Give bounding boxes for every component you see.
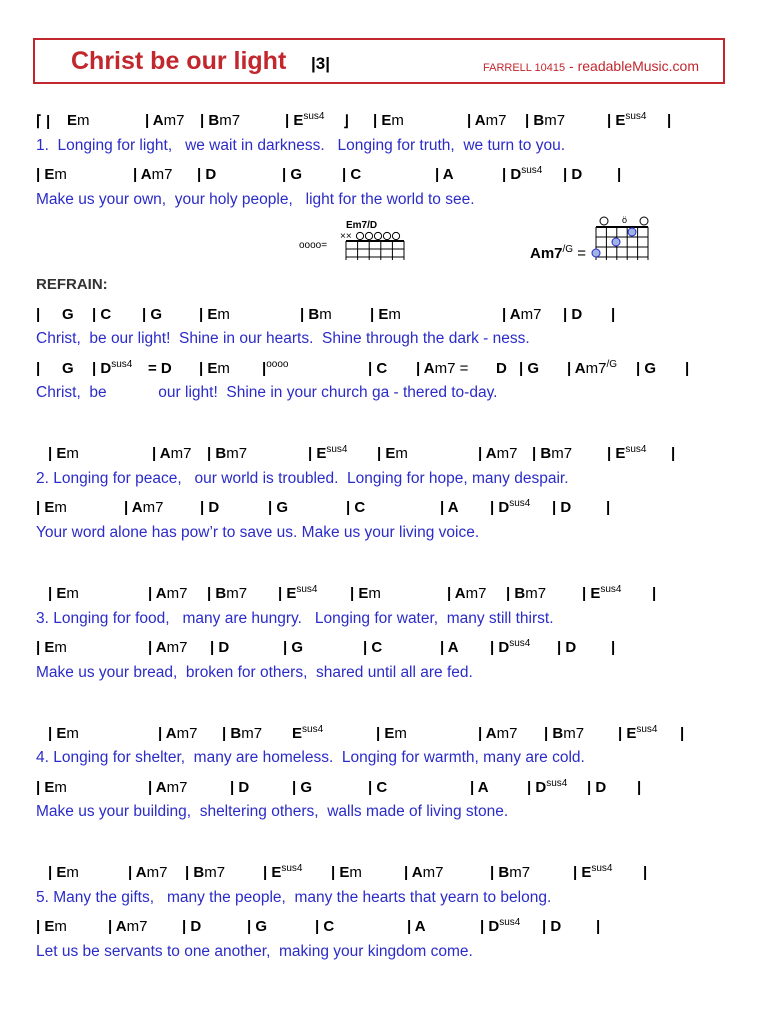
chord-symbol: | Em <box>199 306 230 323</box>
lyric-line: 1. Longing for light, we wait in darkness. Longing for truth, we turn to you. <box>36 137 566 154</box>
chord-symbol: | Em <box>377 445 408 462</box>
lyric-line: 5. Many the gifts, many the people, many the hearts that yearn to belong. <box>36 889 552 906</box>
chord-symbol: | <box>596 918 601 935</box>
chord-symbol: | Am7 <box>502 306 542 323</box>
chord-symbol: | $E^{sus4}$ <box>582 584 622 602</box>
chord-symbol: | Am7 <box>467 112 507 129</box>
em7d-oooo <box>299 240 327 251</box>
chord-symbol: | Am7 <box>145 112 185 129</box>
chord-symbol: | $D^{sus4}$ <box>490 638 531 656</box>
chord-symbol: | Bm7 <box>207 445 248 462</box>
chord-line <box>0 779 768 803</box>
chord-symbol: D <box>496 360 507 377</box>
chord-symbol: | Bm7 <box>222 725 263 742</box>
chord-symbol: | <box>611 306 616 323</box>
chord-symbol: | Bm7 <box>185 864 226 881</box>
chord-symbol: | Em <box>48 585 79 602</box>
chord-symbol: | Em <box>36 639 67 656</box>
chord-symbol: | $D^{sus4}$ <box>502 165 543 183</box>
chord-line <box>0 306 768 330</box>
chord-symbol: | Em <box>370 306 401 323</box>
chord-symbol: $|^{oooo}$ <box>262 359 289 377</box>
site-link[interactable]: readableMusic.com <box>577 58 699 74</box>
chord-symbol: | G <box>268 499 289 516</box>
chord-symbol: | $E^{sus4}$ <box>308 444 348 462</box>
chord-line <box>0 112 768 136</box>
chord-symbol: ⌋ <box>343 113 349 130</box>
lyric-line: 2. Longing for peace, our world is troubled. Longing for hope, many despair. <box>36 470 569 487</box>
chord-symbol: | D <box>563 306 583 323</box>
chord-symbol: ⌈ | <box>36 113 51 130</box>
chord-symbol: | Bm <box>300 306 332 323</box>
chord-symbol: | <box>671 445 676 462</box>
chord-symbol: | $E^{sus4}$ <box>607 111 647 129</box>
chord-symbol: | D <box>563 166 583 183</box>
chord-symbol: | Am7 = <box>416 360 469 377</box>
chord-symbol: | G <box>292 779 313 796</box>
chord-symbol: | Em <box>36 166 67 183</box>
chord-symbol: | Am7 <box>158 725 198 742</box>
chord-symbol: | Bm7 <box>525 112 566 129</box>
chord-symbol: | <box>611 639 616 656</box>
chord-symbol: | D <box>200 499 220 516</box>
source-credit <box>483 58 699 74</box>
chord-symbol: | Am7 <box>128 864 168 881</box>
chord-symbol: | G <box>247 918 268 935</box>
chord-symbol: | <box>637 779 642 796</box>
chord-symbol: | Am7 <box>404 864 444 881</box>
refrain-label: REFRAIN: <box>36 276 108 293</box>
chord-symbol: | C <box>368 360 388 377</box>
chord-symbol: G <box>62 306 74 323</box>
chord-symbol: | D <box>552 499 572 516</box>
lyric-line: Christ, be our light! Shine in our hearts. Shine through the dark - ness. <box>36 330 530 347</box>
am7g-label <box>530 245 586 262</box>
chord-symbol: | Em <box>373 112 404 129</box>
chord-symbol: | D <box>197 166 217 183</box>
svg-text:ö: ö <box>622 215 628 225</box>
chord-symbol: | <box>680 725 685 742</box>
chord-symbol: | A <box>440 499 459 516</box>
lyric-line: Make us your building, sheltering others, walls made of living stone. <box>36 803 509 820</box>
chord-symbol: | $Am7^{/G}$ <box>567 359 618 377</box>
chord-symbol: | Am7 <box>124 499 164 516</box>
lyric-line: Christ, be our light! Shine in your church ga - thered to-day. <box>36 384 498 401</box>
chord-symbol: | Em <box>36 499 67 516</box>
em7d-oooo-text: oooo <box>299 240 322 251</box>
chord-symbol: Em <box>67 112 90 129</box>
chord-line <box>0 360 768 384</box>
chord-symbol: | Am7 <box>478 725 518 742</box>
chord-symbol: | Bm7 <box>506 585 547 602</box>
lyric-line: Your word alone has pow’r to save us. Make us your living voice. <box>36 524 480 541</box>
lyric-line: 4. Longing for shelter, many are homeless. Longing for warmth, many are cold. <box>36 749 585 766</box>
chord-symbol: | Am7 <box>148 779 188 796</box>
song-title: Christ be our light <box>71 47 287 75</box>
chord-symbol: | Am7 <box>148 639 188 656</box>
chord-symbol: | Am7 <box>133 166 173 183</box>
chord-symbol: | $E^{sus4}$ <box>618 724 658 742</box>
chord-symbol: | C <box>363 639 383 656</box>
chord-symbol: | Bm7 <box>207 585 248 602</box>
chord-symbol: | <box>36 306 41 323</box>
chord-symbol: | $E^{sus4}$ <box>285 111 325 129</box>
chord-symbol: | <box>643 864 648 881</box>
chord-symbol: | Am7 <box>108 918 148 935</box>
lyric-line: Make us your own, your holy people, light for the world to see. <box>36 191 475 208</box>
chord-symbol: | <box>617 166 622 183</box>
chord-symbol: | <box>652 585 657 602</box>
em7d-chord-diagram <box>338 218 410 262</box>
chord-symbol: | Am7 <box>447 585 487 602</box>
chord-symbol: | D <box>542 918 562 935</box>
lyric-line: Make us your bread, broken for others, shared until all are fed. <box>36 664 473 681</box>
chord-symbol: | Em <box>199 360 230 377</box>
chord-symbol: | $D^{sus4}$ <box>527 778 568 796</box>
chord-symbol: | A <box>440 639 459 656</box>
am7g-sup: /G <box>562 244 574 255</box>
chord-symbol: | G <box>636 360 657 377</box>
chord-symbol: | $D^{sus4}$ <box>92 359 133 377</box>
chord-line <box>0 585 768 609</box>
chord-symbol: | Em <box>350 585 381 602</box>
chord-symbol: | D <box>587 779 607 796</box>
chord-line <box>0 166 768 190</box>
chord-symbol: | A <box>435 166 454 183</box>
am7g-chord-diagram <box>588 214 658 262</box>
verse-count: |3| <box>311 54 330 73</box>
chord-symbol: | Em <box>48 725 79 742</box>
chord-symbol: | Em <box>48 864 79 881</box>
chord-symbol: | Am7 <box>148 585 188 602</box>
chord-symbol: | $E^{sus4}$ <box>607 444 647 462</box>
chord-symbol: | C <box>342 166 362 183</box>
chord-symbol: | Bm7 <box>532 445 573 462</box>
chord-symbol: | C <box>368 779 388 796</box>
chord-symbol: | $E^{sus4}$ <box>263 863 303 881</box>
chord-symbol: | C <box>315 918 335 935</box>
chord-symbol: | Am7 <box>478 445 518 462</box>
chord-symbol: | $E^{sus4}$ <box>278 584 318 602</box>
chord-symbol: | <box>685 360 690 377</box>
chord-line <box>0 918 768 942</box>
tune-name: FARRELL 10415 <box>483 62 566 74</box>
svg-text:××: ×× <box>340 231 352 242</box>
chord-symbol: | G <box>519 360 540 377</box>
em7d-eq: = <box>321 240 328 251</box>
am7g-main: Am7 <box>530 245 563 262</box>
credit-separator: - <box>565 58 578 74</box>
chord-symbol: | Bm7 <box>200 112 241 129</box>
chord-symbol: | <box>36 360 41 377</box>
chord-symbol: | Em <box>36 779 67 796</box>
chord-symbol: | Bm7 <box>544 725 585 742</box>
chord-symbol: | <box>606 499 611 516</box>
chord-symbol: | G <box>282 166 303 183</box>
chord-symbol: $E^{sus4}$ <box>292 724 324 742</box>
song-header <box>33 38 725 84</box>
chord-symbol: = D <box>148 360 172 377</box>
chord-symbol: | C <box>92 306 112 323</box>
em7d-diagram-title: Em7/D <box>346 220 378 231</box>
chord-symbol: | $D^{sus4}$ <box>480 917 521 935</box>
chord-symbol: | D <box>210 639 230 656</box>
chord-symbol: | Am7 <box>152 445 192 462</box>
chord-symbol: | D <box>182 918 202 935</box>
chord-symbol: | $E^{sus4}$ <box>573 863 613 881</box>
chord-symbol: | A <box>407 918 426 935</box>
chord-symbol: | C <box>346 499 366 516</box>
chord-symbol: | <box>667 112 672 129</box>
chord-symbol: | G <box>142 306 163 323</box>
chord-symbol: | Em <box>48 445 79 462</box>
chord-symbol: | Em <box>376 725 407 742</box>
chord-symbol: | D <box>557 639 577 656</box>
chord-line <box>0 639 768 663</box>
chord-line <box>0 864 768 888</box>
am7g-eq: = <box>573 245 587 262</box>
chord-symbol: | Em <box>331 864 362 881</box>
chord-line <box>0 499 768 523</box>
lyric-line: 3. Longing for food, many are hungry. Longing for water, many still thirst. <box>36 610 554 627</box>
chord-symbol: G <box>62 360 74 377</box>
chord-symbol: | G <box>283 639 304 656</box>
chord-symbol: | D <box>230 779 250 796</box>
chord-symbol: | Bm7 <box>490 864 531 881</box>
chord-symbol: | A <box>470 779 489 796</box>
chord-line <box>0 445 768 469</box>
chord-symbol: | $D^{sus4}$ <box>490 498 531 516</box>
chord-line <box>0 725 768 749</box>
lyric-line: Let us be servants to one another, making your kingdom come. <box>36 943 473 960</box>
chord-symbol: | Em <box>36 918 67 935</box>
